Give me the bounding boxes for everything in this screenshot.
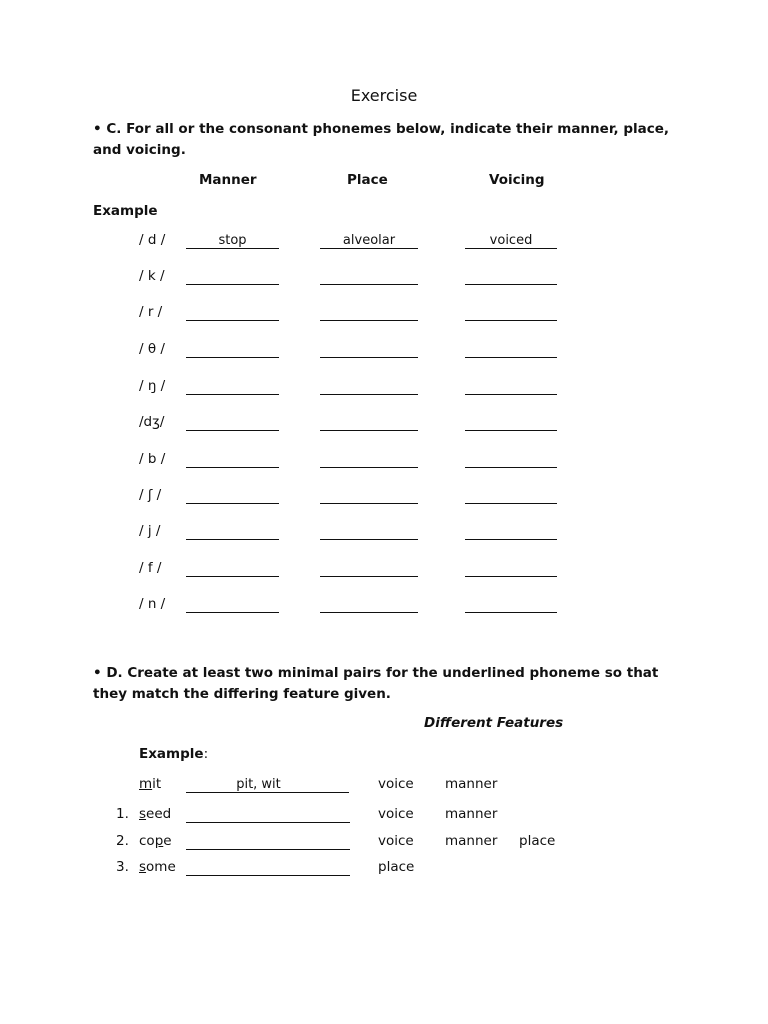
underlined-phoneme: p (154, 833, 164, 849)
place-blank[interactable] (320, 357, 418, 358)
phoneme-label: / f / (139, 560, 162, 576)
manner-blank[interactable] (186, 430, 279, 431)
phoneme-label: / j / (139, 523, 161, 539)
minimal-pair-blank[interactable] (186, 849, 350, 850)
phoneme-label: / b / (139, 451, 166, 467)
underlined-phoneme: s (139, 859, 147, 875)
manner-blank[interactable] (186, 539, 279, 540)
minimal-pair-answer: pit, wit (236, 777, 281, 792)
voicing-blank[interactable] (465, 248, 557, 249)
manner-blank[interactable] (186, 394, 279, 395)
target-word (139, 806, 171, 822)
section-c-instruction: • C. For all or the consonant phonemes below, indicate their manner, place, and voicing. (93, 121, 670, 158)
manner-blank[interactable] (186, 248, 279, 249)
manner-blank[interactable] (186, 320, 279, 321)
place-blank[interactable] (320, 320, 418, 321)
phoneme-label: / r / (139, 304, 163, 320)
feature-manner: manner (445, 776, 498, 792)
feature-voice: voice (378, 833, 414, 849)
place-blank[interactable] (320, 394, 418, 395)
target-word (139, 776, 161, 792)
item-number: 2. (116, 833, 129, 849)
word-suffix: ome (146, 859, 176, 875)
place-blank[interactable] (320, 467, 418, 468)
minimal-pair-blank[interactable] (186, 875, 350, 876)
manner-answer: stop (218, 233, 247, 248)
word-prefix: co (139, 833, 155, 849)
manner-blank[interactable] (186, 612, 279, 613)
different-features-header: Different Features (424, 715, 564, 731)
manner-blank[interactable] (186, 284, 279, 285)
phoneme-label: / θ / (139, 341, 165, 357)
place-blank[interactable] (320, 503, 418, 504)
word-suffix: eed (146, 806, 172, 822)
place-blank[interactable] (320, 430, 418, 431)
place-blank[interactable] (320, 576, 418, 577)
header-manner: Manner (199, 172, 257, 188)
manner-blank[interactable] (186, 576, 279, 577)
voicing-blank[interactable] (465, 503, 557, 504)
feature-manner: manner (445, 833, 498, 849)
phoneme-label: / n / (139, 596, 166, 612)
voicing-blank[interactable] (465, 576, 557, 577)
word-suffix: e (163, 833, 172, 849)
item-number: 1. (116, 806, 129, 822)
voicing-blank[interactable] (465, 357, 557, 358)
place-blank[interactable] (320, 612, 418, 613)
place-blank[interactable] (320, 248, 418, 249)
manner-blank[interactable] (186, 467, 279, 468)
voicing-blank[interactable] (465, 394, 557, 395)
feature-voice: voice (378, 806, 414, 822)
manner-blank[interactable] (186, 503, 279, 504)
example-word: Example (139, 746, 204, 762)
feature-place: place (519, 833, 556, 849)
example-label: Example (93, 203, 158, 219)
manner-blank[interactable] (186, 357, 279, 358)
phoneme-label: / ŋ / (139, 378, 166, 394)
word-suffix: it (152, 776, 162, 792)
voicing-blank[interactable] (465, 467, 557, 468)
example-colon: : (203, 746, 209, 762)
feature-manner: manner (445, 806, 498, 822)
voicing-blank[interactable] (465, 612, 557, 613)
feature-place: place (378, 859, 415, 875)
page-title: Exercise (350, 86, 418, 105)
phoneme-label: / d / (139, 232, 166, 248)
voicing-blank[interactable] (465, 430, 557, 431)
voicing-blank[interactable] (465, 320, 557, 321)
item-number: 3. (116, 859, 129, 875)
section-d-example-label (139, 746, 208, 762)
place-blank[interactable] (320, 539, 418, 540)
underlined-phoneme: s (139, 806, 147, 822)
header-voicing: Voicing (489, 172, 545, 188)
minimal-pair-blank[interactable] (186, 792, 349, 793)
target-word (139, 859, 176, 875)
place-answer: alveolar (342, 233, 396, 248)
phoneme-label: /dʒ/ (139, 414, 165, 430)
target-word (139, 833, 172, 849)
underlined-phoneme: m (139, 776, 153, 792)
section-d-instruction: • D. Create at least two minimal pairs for the underlined phoneme so that they match the differing feature given. (93, 665, 659, 702)
voicing-blank[interactable] (465, 284, 557, 285)
phoneme-label: / ʃ / (139, 487, 162, 503)
voicing-blank[interactable] (465, 539, 557, 540)
minimal-pair-blank[interactable] (186, 822, 350, 823)
place-blank[interactable] (320, 284, 418, 285)
voicing-answer: voiced (489, 233, 533, 248)
phoneme-label: / k / (139, 268, 165, 284)
feature-voice: voice (378, 776, 414, 792)
header-place: Place (347, 172, 388, 188)
